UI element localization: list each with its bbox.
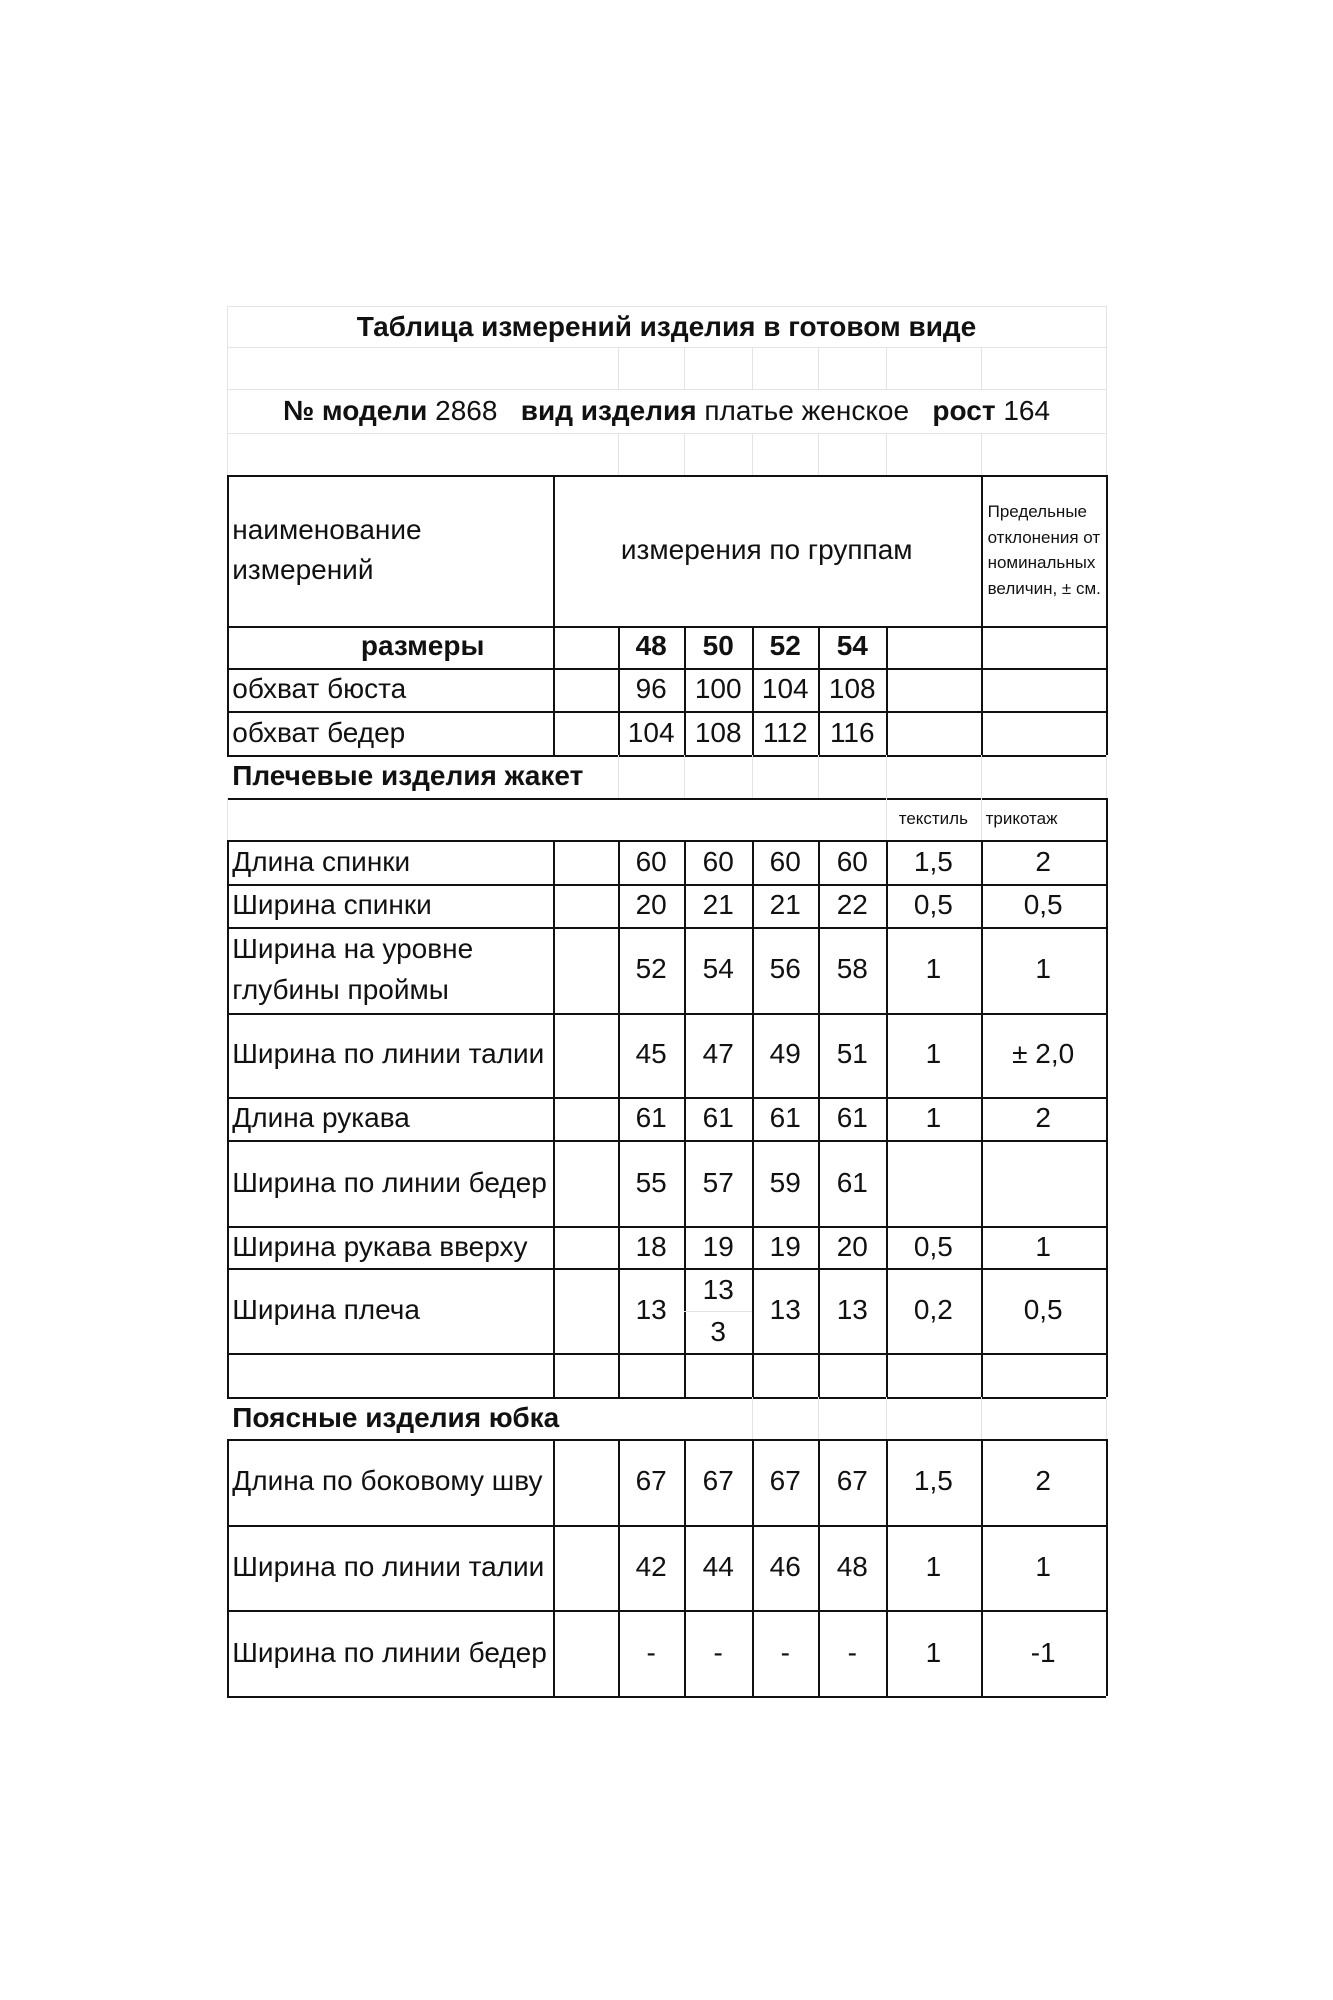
measure-name: Ширина рукава вверху bbox=[232, 1230, 528, 1262]
measure-value-part: 3 bbox=[710, 1315, 726, 1347]
grid-line bbox=[684, 1353, 686, 1396]
measure-value: 67 bbox=[635, 1465, 667, 1497]
tolerance-textile: 0,5 bbox=[913, 888, 953, 920]
grid-line bbox=[227, 798, 228, 840]
measure-value: 49 bbox=[769, 1038, 801, 1070]
measure-name: Ширина плеча bbox=[232, 1294, 420, 1326]
measure-value: 60 bbox=[635, 845, 667, 877]
grid-line bbox=[553, 1439, 555, 1696]
skirt-section-title: Поясные изделия юбка bbox=[232, 1401, 560, 1433]
measure-value: 61 bbox=[702, 1102, 734, 1134]
measure-value: 13 bbox=[836, 1294, 868, 1326]
tolerance-knit: 1 bbox=[1035, 1230, 1051, 1262]
tolerance-knit: 2 bbox=[1035, 845, 1051, 877]
measure-name: Ширина спинки bbox=[232, 888, 432, 920]
grid-line bbox=[818, 755, 819, 798]
measure-value: 20 bbox=[635, 888, 667, 920]
measure-name: Ширина по линии бедер bbox=[232, 1166, 547, 1198]
measure-value: 45 bbox=[635, 1038, 667, 1070]
measure-value: - bbox=[847, 1636, 857, 1668]
tolerance-textile: 0,2 bbox=[913, 1294, 953, 1326]
tolerance-textile: 1 bbox=[925, 1636, 942, 1668]
grid-line bbox=[553, 840, 555, 1353]
measure-name: Длина рукава bbox=[232, 1102, 410, 1134]
grid-line bbox=[981, 755, 982, 798]
measure-value: 18 bbox=[635, 1230, 667, 1262]
measure-value: 52 bbox=[635, 953, 667, 985]
measure-name: Длина по боковому шву bbox=[232, 1465, 543, 1497]
measure-value: 60 bbox=[836, 845, 868, 877]
measure-value: 59 bbox=[769, 1166, 801, 1198]
grid-line bbox=[684, 433, 685, 475]
grid-line bbox=[1106, 798, 1108, 840]
grid-line bbox=[227, 1353, 229, 1396]
grid-line bbox=[886, 755, 887, 798]
grid-line bbox=[227, 1696, 1105, 1698]
jacket-section-title: Плечевые изделия жакет bbox=[232, 760, 584, 791]
grid-line bbox=[618, 347, 619, 389]
grid-line bbox=[981, 433, 982, 475]
table-title: Таблица измерений изделия в готовом виде bbox=[356, 310, 977, 342]
grid-line bbox=[1106, 840, 1108, 1353]
size-header: 50 bbox=[702, 630, 734, 662]
measure-name: Ширина по линии талии bbox=[232, 1550, 545, 1582]
measure-value: 44 bbox=[702, 1550, 734, 1582]
model-value: 2868 bbox=[435, 394, 498, 426]
measure-value: 67 bbox=[769, 1465, 801, 1497]
tolerance-knit: 0,5 bbox=[1023, 888, 1063, 920]
measure-value: 60 bbox=[769, 845, 801, 877]
grid-line bbox=[1106, 755, 1107, 798]
tolerance-textile: 0,5 bbox=[913, 1230, 953, 1262]
tolerance-textile: 1 bbox=[925, 953, 942, 985]
size-header: 54 bbox=[836, 630, 868, 662]
measure-value: 61 bbox=[836, 1102, 868, 1134]
grid-line bbox=[886, 626, 888, 755]
measure-value: 21 bbox=[702, 888, 734, 920]
tolerance-knit-header: трикотаж bbox=[985, 808, 1058, 828]
grid-line bbox=[752, 433, 753, 475]
measure-value: 42 bbox=[635, 1550, 667, 1582]
measure-value: 116 bbox=[829, 716, 875, 748]
measure-value: 108 bbox=[694, 716, 742, 748]
measure-value: 19 bbox=[769, 1230, 801, 1262]
grid-line bbox=[818, 433, 819, 475]
height-label: рост bbox=[932, 394, 996, 426]
measure-value: 13 bbox=[769, 1294, 801, 1326]
measure-value: 19 bbox=[702, 1230, 734, 1262]
measure-value: - bbox=[780, 1636, 790, 1668]
grid-line bbox=[818, 347, 819, 389]
measure-value: 13 bbox=[635, 1294, 667, 1326]
sizes-label: размеры bbox=[360, 630, 485, 662]
measure-value: 104 bbox=[627, 716, 675, 748]
measure-name: обхват бедер bbox=[232, 716, 406, 748]
measure-name: обхват бюста bbox=[232, 673, 407, 705]
measure-value: 112 bbox=[762, 716, 808, 748]
measure-value: 48 bbox=[836, 1550, 868, 1582]
measure-value: 67 bbox=[836, 1465, 868, 1497]
measure-value: 21 bbox=[769, 888, 801, 920]
grid-line bbox=[227, 1353, 1105, 1355]
measure-value: 67 bbox=[702, 1465, 734, 1497]
measure-value: - bbox=[646, 1636, 656, 1668]
grid-line bbox=[818, 1397, 819, 1439]
grid-line bbox=[981, 347, 982, 389]
tolerance-knit: 0,5 bbox=[1023, 1294, 1063, 1326]
grid-line bbox=[1106, 306, 1107, 475]
measure-name: Длина спинки bbox=[232, 845, 411, 877]
measure-name: Ширина по линии бедер bbox=[232, 1636, 547, 1668]
measure-value: 61 bbox=[635, 1102, 667, 1134]
grid-line bbox=[981, 626, 983, 755]
measure-value: 104 bbox=[761, 673, 809, 705]
grid-line bbox=[818, 1353, 820, 1396]
measure-value: - bbox=[713, 1636, 723, 1668]
grid-line bbox=[227, 433, 1105, 434]
grid-line bbox=[227, 347, 1105, 348]
tolerance-textile: 1,5 bbox=[913, 845, 953, 877]
grid-line bbox=[752, 347, 753, 389]
type-label: вид изделия bbox=[520, 394, 697, 426]
measure-value: 57 bbox=[702, 1166, 734, 1198]
grid-line bbox=[886, 1397, 887, 1439]
measure-name: Ширина на уровне глубины проймы bbox=[232, 933, 474, 1005]
size-header: 48 bbox=[635, 630, 667, 662]
measure-value: 46 bbox=[769, 1550, 801, 1582]
tolerance-knit: -1 bbox=[1030, 1636, 1056, 1668]
measure-name: Ширина по линии талии bbox=[232, 1038, 545, 1070]
measure-value: 22 bbox=[836, 888, 868, 920]
grid-line bbox=[1106, 475, 1108, 626]
grid-line bbox=[553, 1353, 555, 1396]
grid-line bbox=[1106, 1439, 1108, 1696]
model-line bbox=[227, 389, 1105, 432]
tolerance-knit: 1 bbox=[1035, 953, 1051, 985]
grid-line bbox=[981, 1397, 982, 1439]
grid-line bbox=[981, 1353, 983, 1396]
tolerance-textile: 1 bbox=[925, 1550, 942, 1582]
measure-value: 51 bbox=[836, 1038, 868, 1070]
measure-value: 56 bbox=[769, 953, 801, 985]
measure-value: 100 bbox=[694, 673, 742, 705]
tolerance-textile bbox=[886, 1140, 980, 1226]
measure-value: 96 bbox=[635, 673, 667, 705]
grid-line bbox=[752, 1397, 753, 1439]
height-value: 164 bbox=[1003, 394, 1051, 426]
header-groups-column: измерения по группам bbox=[620, 534, 913, 565]
grid-line bbox=[752, 755, 753, 798]
measure-value: 58 bbox=[836, 953, 868, 985]
grid-line bbox=[886, 347, 887, 389]
measure-value: 60 bbox=[702, 845, 734, 877]
measure-value: 61 bbox=[769, 1102, 801, 1134]
grid-line bbox=[684, 347, 685, 389]
measure-value: 54 bbox=[702, 953, 734, 985]
measure-value: 47 bbox=[702, 1038, 734, 1070]
model-label: № модели bbox=[282, 394, 428, 426]
size-header: 52 bbox=[769, 630, 801, 662]
measure-value: 61 bbox=[836, 1166, 868, 1198]
tolerance-knit: ± 2,0 bbox=[1012, 1038, 1075, 1070]
tolerance-textile: 1 bbox=[925, 1038, 942, 1070]
grid-line bbox=[684, 1311, 752, 1312]
grid-line bbox=[886, 1353, 888, 1396]
tolerance-textile: 1,5 bbox=[913, 1465, 953, 1497]
type-value: платье женское bbox=[704, 394, 910, 426]
header-name-column: наименование измерений bbox=[232, 513, 422, 586]
grid-line bbox=[618, 433, 619, 475]
measure-value: 55 bbox=[635, 1166, 667, 1198]
grid-line bbox=[886, 433, 887, 475]
grid-line bbox=[752, 1353, 754, 1396]
measure-value: 20 bbox=[836, 1230, 868, 1262]
grid-line bbox=[1106, 1353, 1108, 1396]
tolerance-knit: 1 bbox=[1035, 1550, 1051, 1582]
grid-line bbox=[1106, 1397, 1107, 1439]
measure-value: 108 bbox=[828, 673, 876, 705]
header-tolerance-column: Предельные отклонения от номинальных величин, ± см. bbox=[987, 502, 1101, 598]
grid-line bbox=[1106, 626, 1108, 755]
tolerance-knit: 2 bbox=[1035, 1102, 1051, 1134]
tolerance-textile-header: текстиль bbox=[898, 808, 968, 828]
tolerance-knit: 2 bbox=[1035, 1465, 1051, 1497]
measure-value-part: 13 bbox=[702, 1274, 734, 1306]
tolerance-textile: 1 bbox=[925, 1102, 942, 1134]
tolerance-knit bbox=[981, 1140, 1106, 1226]
grid-line bbox=[618, 1353, 620, 1396]
